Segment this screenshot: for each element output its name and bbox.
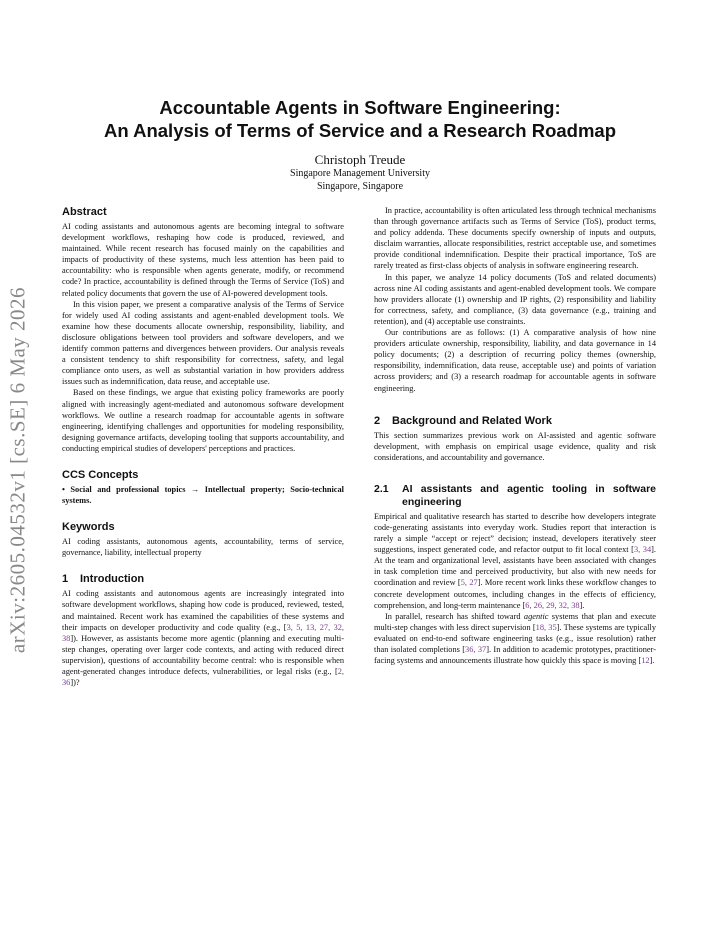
right-column [374,205,656,666]
background-paragraph-1: This section summarizes previous work on AI-assisted and agentic software development, with emphasis on empirical usage evidence, quality and risk considerations, and accountability and governance. [374,430,656,462]
subsection-2-1-heading [374,483,656,509]
keywords-text: AI coding assistants, autonomous agents, accountability, terms of service, governance, liability, intellectual property [62,537,344,558]
citation-link[interactable]: 36, 37 [465,645,487,654]
s21-p1-text-c: ]. More recent work links these workflow changes to concrete development outcomes, including changes in the effects of efficiency, comprehension, and long-term maintenance [ [374,578,657,610]
s21-p2-text-d: ]. In addition to academic prototypes, practitioner-facing systems and announcements illustrate how quickly this space is moving [ [374,645,656,666]
citation-link[interactable]: 6, 26, 29, 32, 38 [525,600,580,610]
title-line-2: An Analysis of Terms of Service and a Research Roadmap [103,120,616,141]
citation-link[interactable]: 3, 34 [633,545,652,555]
s21-p2-text-c: ]. These systems are typically evaluated on end-to-end software engineering tasks (e.g., issue resolution) rather than isolated completions [ [374,622,656,654]
subsection-2-1-title: AI assistants and agentic tooling in software engineering [402,482,656,508]
paper-title [60,96,660,142]
background-number: 2 [374,414,381,427]
abstract-paragraph-2: In this vision paper, we present a comparative analysis of the Terms of Service for widely used AI coding assistants and agent-enabled development tools. We examine how these documents allocate ownership, responsibility, liability, and disclosure obligations between tool providers and software developers, and we identify common patterns and divergences between providers. Our analysis reveals a consistent tendency to shift responsibility for correctness, safety, and legal compliance onto users, as well as substantial variation in how providers address issues such as indemnification, data reuse, and acceptable use. [62,299,344,387]
abstract-paragraph-1: AI coding assistants and autonomous agents are becoming integral to software development workflows, reshaping how code is produced, reviewed, and maintained. While recent research has focused mainly on the capabilities and impacts of productivity of these systems, much less attention has been paid to accountability: who is responsible when agents generate, modify, or recommend code? In practice, accountability is defined through the Terms of Service (ToS) and related policy documents that govern the use of AI-powered development tools. [62,222,344,298]
intro-p1-text-a: AI coding assistants and autonomous agents are increasingly integrated into software development workflows, shaping how code is produced, reviewed, tested, and maintained. Recent work has examined the capabilities of these systems and their impacts on developer productivity and code quality (e.g., [ [62,589,344,632]
author-name: Christoph Treude [314,152,406,167]
s21-p2-text-b: systems that plan and execute multi-step changes with less direct supervision [ [374,611,657,632]
subsection-2-1-paragraph-2 [374,611,656,666]
citation-link[interactable]: 12 [641,656,650,666]
author-affiliation: Singapore Management University [290,168,430,179]
s21-p1-text-d: ]. [579,600,585,610]
intro-paragraph-4: Our contributions are as follows: (1) A comparative analysis of how nine providers articulate ownership, responsibility, liability, and data governance in 14 policy documents; (2) a description of recurring policy themes (ownership, responsibility, indemnification, data reuse, acceptable use) and points of variation across providers; and (3) a research roadmap for accountable agents in software engineering. [374,328,656,393]
arxiv-identifier-text: arXiv:2605.04532v1 [cs.SE] 6 May 2026 [5,286,30,654]
intro-heading [62,572,344,586]
subsection-2-1-paragraph-1 [374,511,656,611]
s21-p2-text-a: In parallel, research has shifted toward [385,611,524,621]
citation-link[interactable]: 18, 35 [535,622,557,632]
ccs-text: • Social and professional topics → Intellectual property; Socio-technical systems. [62,484,344,506]
intro-paragraph-2: In practice, accountability is often articulated less through technical mechanisms than through governance artifacts such as Terms of Service (ToS), product terms, and policy addenda. These documents specify ownership of inputs and outputs, disclaim warranties, allocate responsibilities, restrict acceptable use, and sometimes provide conditional indemnification. Despite their practical importance, ToS are rarely treated as first-class objects of analysis in software engineering research. [374,206,656,271]
citation-link[interactable]: 3, 5, 13, 27, 32, 38 [62,622,345,643]
intro-paragraph-1 [62,588,344,688]
intro-paragraph-3: In this paper, we analyze 14 policy documents (ToS and related documents) across nine AI coding assistants and agent-enabled development tools. We compare how providers allocate (1) ownership and IP rights, (2) responsibility and liability for correctness, safety, and compliance, (3) data governance (e.g., training and retention), and (4) acceptable use constraints. [374,272,656,326]
left-column [62,205,344,688]
abstract-heading: Abstract [62,206,107,218]
background-heading [374,414,656,428]
s21-p1-text-b: ]. At the team and organizational level, assistants have been associated with changes in task completion time and perceived productivity, but also with new needs for coordination and review [ [374,545,656,588]
author-location: Singapore, Singapore [316,180,404,192]
keywords-heading: Keywords [62,521,115,534]
s21-p2-emphasis: agentic [523,611,549,621]
intro-title: Introduction [80,573,145,586]
subsection-2-1-number: 2.1 [374,482,389,495]
intro-number: 1 [62,573,69,586]
paper-header [60,96,660,193]
background-title: Background and Related Work [392,414,552,427]
ccs-heading: CCS Concepts [62,468,139,481]
citation-link[interactable]: 2, 36 [62,667,344,688]
title-line-1: Accountable Agents in Software Engineering: [159,97,561,118]
intro-p1-text-c: ])? [70,678,80,688]
s21-p2-text-e: ]. [649,656,655,666]
intro-p1-text-b: ]). However, as assistants become more agentic (planning and executing multi-step changes, operating over larger code contexts, and acting with reduced direct supervision), questions of accountability become central: who is responsible when agent-generated changes introduce defects, vulnerabilities, or legal risks (e.g., [ [62,633,344,676]
citation-link[interactable]: 5, 27 [460,578,478,588]
s21-p1-text-a: Empirical and qualitative research has started to describe how developers integrate code-generating assistants into everyday work. Studies report that interaction is rarely a simple “accept or reject” decision; instead, developers iteratively steer suggestions, inspect generated code, and refactor output to fit local context [ [374,511,656,555]
abstract-paragraph-3: Based on these findings, we argue that existing policy frameworks are poorly aligned with increasingly agent-mediated and autonomous software development workflows. We outline a research roadmap for accountable agents in software engineering, identifying challenges and opportunities for modeling responsibility, designing governance artifacts, developing tooling that supports accountability, and conducting empirical studies of developers' perceptions and practices. [62,388,344,453]
